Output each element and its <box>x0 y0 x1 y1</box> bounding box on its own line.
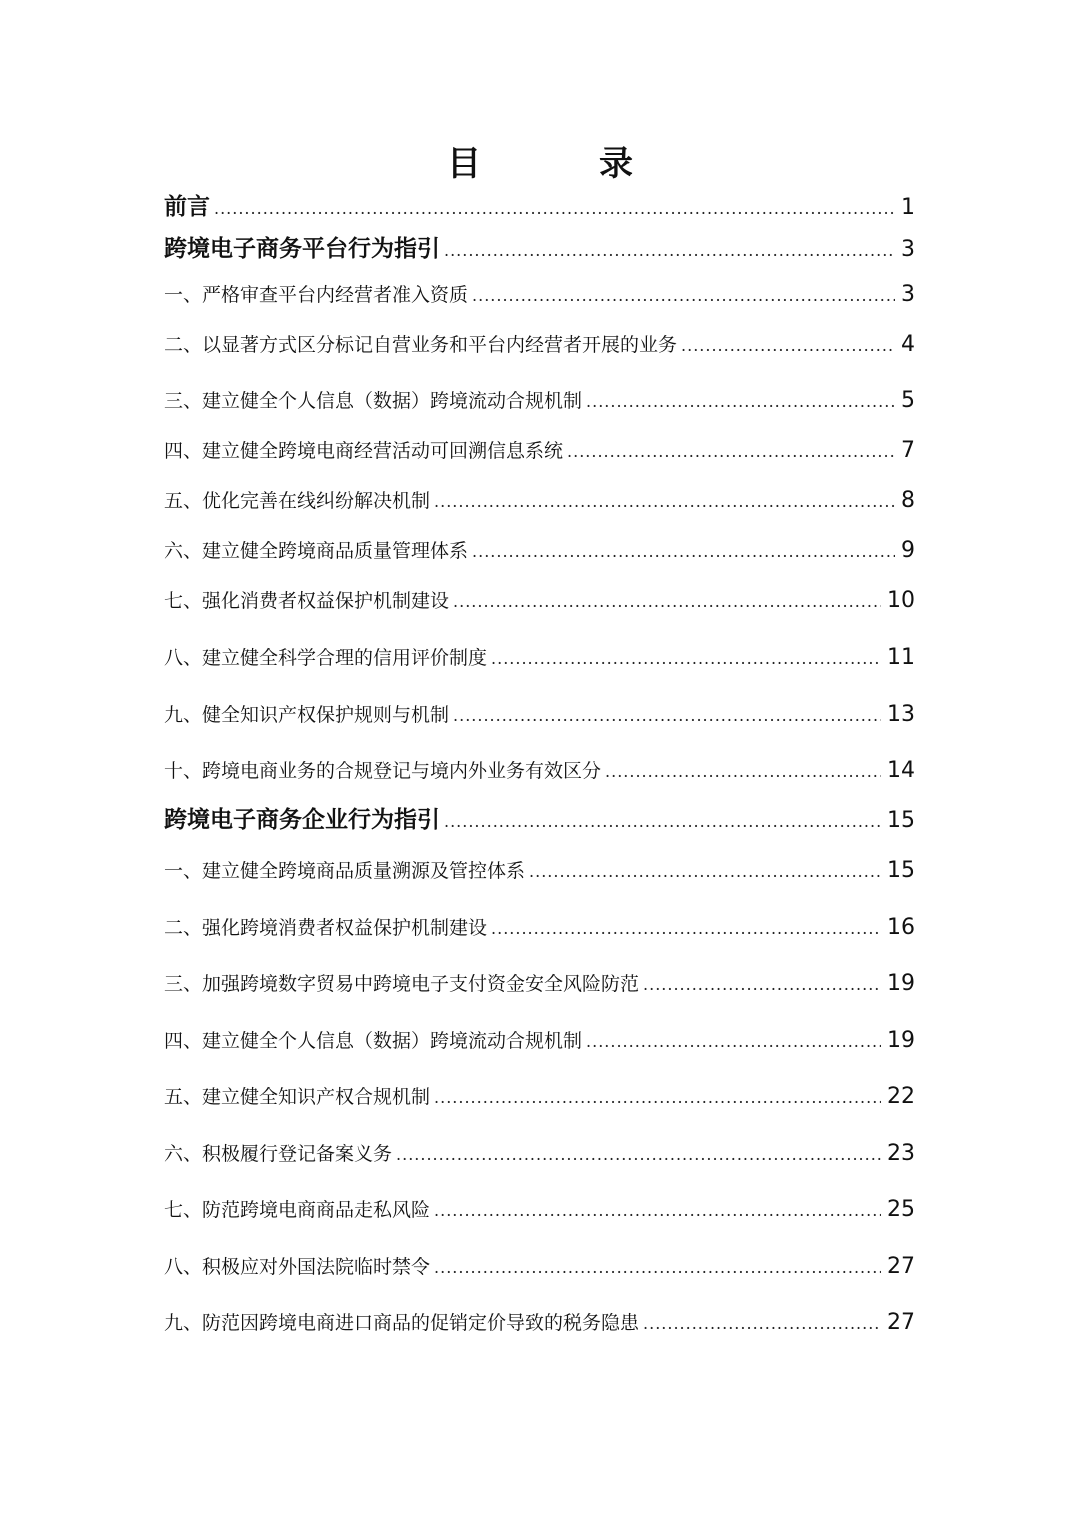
toc-entry-label: 一、建立健全跨境商品质量溯源及管控体系 <box>164 860 526 882</box>
toc-entry-label: 二、强化跨境消费者权益保护机制建设 <box>164 917 488 939</box>
toc-entry[interactable] <box>164 330 915 360</box>
toc-page-number: 8 <box>901 488 915 513</box>
dot-leader <box>434 1252 881 1283</box>
dot-leader <box>434 486 895 517</box>
toc-entry[interactable] <box>164 386 915 416</box>
toc-entry[interactable] <box>164 969 915 999</box>
toc-page-number: 19 <box>887 1028 915 1053</box>
dot-leader <box>444 232 895 268</box>
toc-page-number: 25 <box>887 1197 915 1222</box>
toc-entry[interactable] <box>164 643 915 673</box>
toc-page-number: 27 <box>887 1310 915 1335</box>
toc-entry[interactable] <box>164 913 915 943</box>
dot-leader <box>491 643 881 674</box>
toc-entry[interactable] <box>164 586 915 616</box>
toc-page-number: 7 <box>901 438 915 463</box>
toc-entry-label: 跨境电子商务企业行为指引 <box>164 806 440 833</box>
dot-leader <box>396 1139 881 1170</box>
toc-entry[interactable] <box>164 486 915 516</box>
toc-entry-label: 二、以显著方式区分标记自营业务和平台内经营者开展的业务 <box>164 334 678 356</box>
toc-entry-label: 四、建立健全个人信息（数据）跨境流动合规机制 <box>164 1030 583 1052</box>
toc-entry-label: 八、建立健全科学合理的信用评价制度 <box>164 647 488 669</box>
toc-entry[interactable] <box>164 1082 915 1112</box>
toc-entry[interactable] <box>164 1026 915 1056</box>
toc-entry-label: 六、建立健全跨境商品质量管理体系 <box>164 540 469 562</box>
dot-leader <box>453 700 881 731</box>
dot-leader <box>586 1026 881 1057</box>
toc-entry-label: 一、严格审查平台内经营者准入资质 <box>164 284 469 306</box>
toc-entry-label: 四、建立健全跨境电商经营活动可回溯信息系统 <box>164 440 564 462</box>
dot-leader <box>681 330 895 361</box>
toc-entry[interactable] <box>164 436 915 466</box>
toc-entry[interactable] <box>164 1308 915 1338</box>
toc-page-number: 14 <box>887 758 915 783</box>
toc-page-number: 13 <box>887 702 915 727</box>
toc-section-platform[interactable] <box>164 232 915 266</box>
toc-section-enterprise[interactable] <box>164 803 915 837</box>
toc-entry[interactable] <box>164 756 915 786</box>
toc-entry-label: 八、积极应对外国法院临时禁令 <box>164 1256 431 1278</box>
dot-leader <box>214 190 895 226</box>
toc-entry[interactable] <box>164 1195 915 1225</box>
toc-entry[interactable] <box>164 700 915 730</box>
toc-entry-preface[interactable] <box>164 190 915 224</box>
dot-leader <box>586 386 895 417</box>
toc-entry-label: 十、跨境电商业务的合规登记与境内外业务有效区分 <box>164 760 602 782</box>
toc-entry-label: 九、防范因跨境电商进口商品的促销定价导致的税务隐患 <box>164 1312 640 1334</box>
dot-leader <box>434 1195 881 1226</box>
toc-page-number: 3 <box>901 282 915 307</box>
page-title: 目 录 <box>447 144 675 184</box>
toc-entry[interactable] <box>164 1139 915 1169</box>
toc-entry[interactable] <box>164 280 915 310</box>
dot-leader <box>472 280 895 311</box>
dot-leader <box>444 803 881 839</box>
toc-page-number: 9 <box>901 538 915 563</box>
toc-entry-label: 七、防范跨境电商商品走私风险 <box>164 1199 431 1221</box>
dot-leader <box>434 1082 881 1113</box>
toc-entry-label: 五、优化完善在线纠纷解决机制 <box>164 490 431 512</box>
toc-entry-label: 三、加强跨境数字贸易中跨境电子支付资金安全风险防范 <box>164 973 640 995</box>
dot-leader <box>491 913 881 944</box>
toc-entry-label: 前言 <box>164 193 210 220</box>
toc-entry-label: 七、强化消费者权益保护机制建设 <box>164 590 450 612</box>
toc-page-number: 15 <box>887 858 915 883</box>
dot-leader <box>643 969 881 1000</box>
toc-page-number: 22 <box>887 1084 915 1109</box>
toc-page-number: 27 <box>887 1254 915 1279</box>
toc-page-number: 10 <box>887 588 915 613</box>
toc-page-number: 11 <box>887 645 915 670</box>
toc-entry-label: 六、积极履行登记备案义务 <box>164 1143 393 1165</box>
toc-entry[interactable] <box>164 536 915 566</box>
dot-leader <box>567 436 895 467</box>
toc-entry-label: 跨境电子商务平台行为指引 <box>164 235 440 262</box>
toc-page-number: 3 <box>901 237 915 262</box>
dot-leader <box>472 536 895 567</box>
toc-page-number: 16 <box>887 915 915 940</box>
toc-page-number: 4 <box>901 332 915 357</box>
toc-page-number: 19 <box>887 971 915 996</box>
toc-entry-label: 三、建立健全个人信息（数据）跨境流动合规机制 <box>164 390 583 412</box>
dot-leader <box>605 756 881 787</box>
toc-page-number: 23 <box>887 1141 915 1166</box>
toc-page-number: 5 <box>901 388 915 413</box>
toc-page-number: 15 <box>887 808 915 833</box>
toc-entry[interactable] <box>164 1252 915 1282</box>
toc-entry[interactable] <box>164 856 915 886</box>
toc-entry-label: 五、建立健全知识产权合规机制 <box>164 1086 431 1108</box>
dot-leader <box>453 586 881 617</box>
toc-page-number: 1 <box>901 195 915 220</box>
dot-leader <box>529 856 881 887</box>
toc-entry-label: 九、健全知识产权保护规则与机制 <box>164 704 450 726</box>
dot-leader <box>643 1308 881 1339</box>
